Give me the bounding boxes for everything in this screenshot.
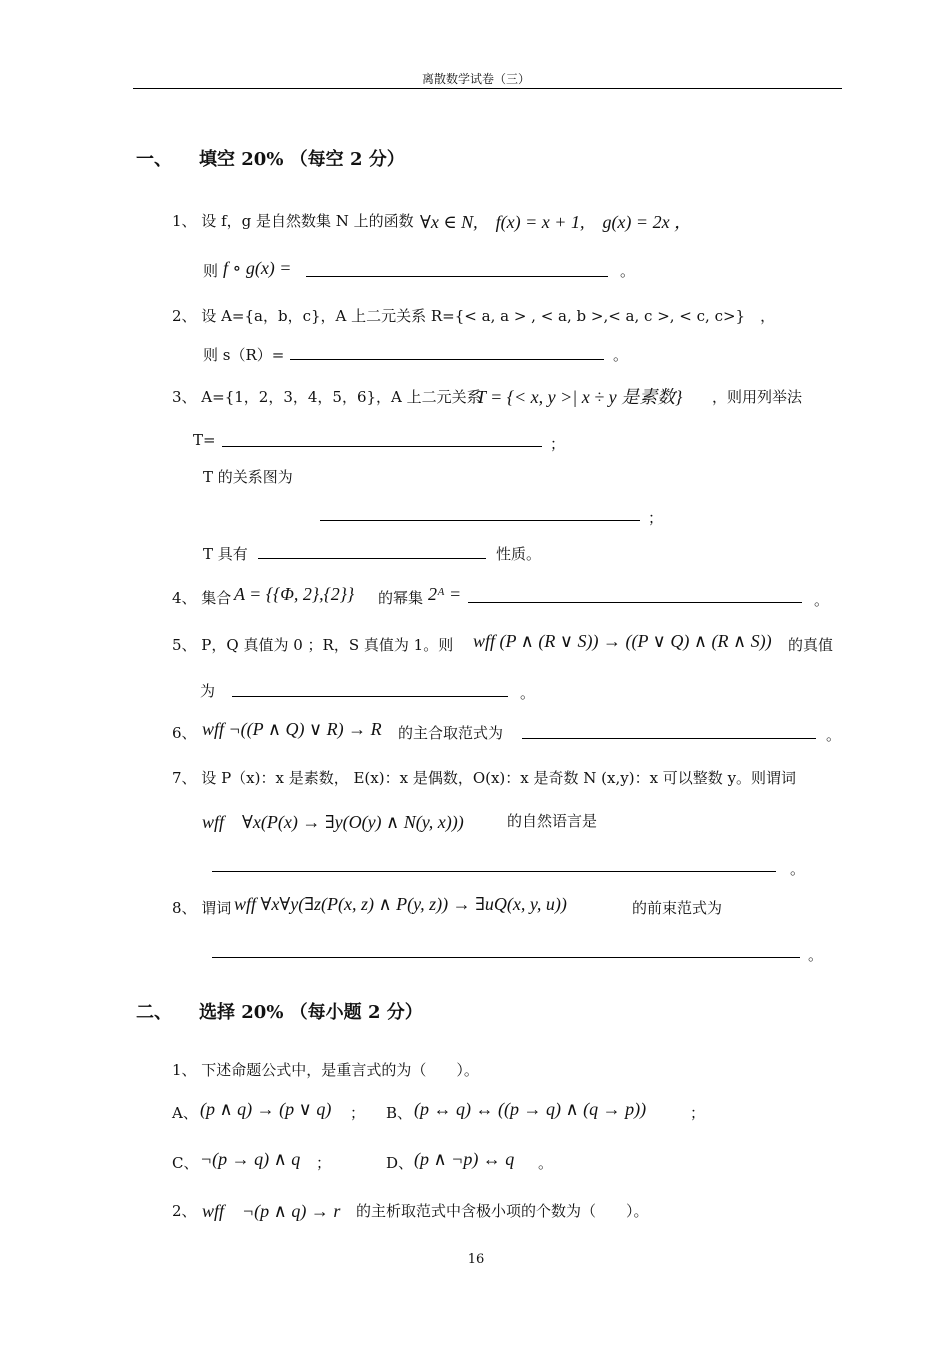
q7-stem-tail: 的自然语言是 <box>507 812 598 830</box>
q3-graph-blank <box>320 520 640 521</box>
q2-label: 则 s（R）= <box>203 346 285 364</box>
s2-q1-option-b-end: ； <box>690 1104 706 1122</box>
q3-prop-end: 性质。 <box>496 545 542 563</box>
s2-q1-option-d-end: 。 <box>538 1154 554 1172</box>
q1-composition: f ∘ g(x) = <box>223 258 292 278</box>
s2-q2-formula: wff ¬(p ∧ q) → r <box>202 1201 341 1221</box>
q5-label: 为 <box>200 682 216 700</box>
s2-q1-option-c-label: C、 <box>172 1154 199 1172</box>
q4-end: 。 <box>814 591 830 609</box>
s2-q1-stem: 1、 下述命题公式中，是重言式的为（ ）。 <box>172 1061 479 1079</box>
q3-t-blank <box>222 446 542 447</box>
q3-relation: T = {< x, y >| x ÷ y 是素数} <box>476 387 683 407</box>
q4-set: A = {{Φ, 2},{2}} <box>234 584 355 604</box>
s2-q1-option-b-label: B、 <box>386 1104 413 1122</box>
q7-formula: wff ∀x(P(x) → ∃y(O(y) ∧ N(y, x))) <box>202 812 464 832</box>
s2-q1-option-a: (p ∧ q) → (p ∨ q) <box>200 1099 332 1119</box>
s2-q1-option-d-label: D、 <box>386 1154 414 1172</box>
page-header-title: 离散数学试卷（三） <box>421 72 530 86</box>
q8-end: 。 <box>808 946 824 964</box>
q8-answer-blank <box>212 957 800 958</box>
s2-q2-stem-tail: 的主析取范式中含极小项的个数为（ ）。 <box>356 1202 649 1220</box>
q6-end: 。 <box>826 726 842 744</box>
page-number: 16 <box>467 1252 485 1267</box>
q4-answer-blank <box>468 602 802 603</box>
q4-powerset: 2ᴬ = <box>428 584 462 604</box>
q7-stem: 7、 设 P（x)：x 是素数， E(x)：x 是偶数，O(x)：x 是奇数 N (x,y)：x 可以整数 y。则谓词 <box>172 769 797 787</box>
q5-stem-tail: 的真值 <box>788 636 834 654</box>
q1-math: ∀x ∈ N, f(x) = x + 1, g(x) = 2x ， <box>420 212 693 232</box>
q8-stem: 8、 谓词 <box>172 899 232 917</box>
s2-q1-option-d: (p ∧ ¬p) ↔ q <box>414 1149 515 1169</box>
s2-q1-option-c-end: ； <box>316 1154 332 1172</box>
q2-end: 。 <box>613 346 629 364</box>
q6-stem-tail: 的主合取范式为 <box>398 724 504 742</box>
q7-answer-blank <box>212 871 776 872</box>
s2-q1-option-c: ¬(p → q) ∧ q <box>200 1149 301 1169</box>
q8-stem-tail: 的前束范式为 <box>632 899 723 917</box>
q5-end: 。 <box>520 684 536 702</box>
section-2-heading: 二、 选择 20% （每小题 2 分） <box>136 1002 423 1023</box>
q4-powerset-text: 的幂集 <box>378 589 424 607</box>
q3-t-end: ； <box>550 435 566 453</box>
q3-graph-label: T 的关系图为 <box>203 468 293 486</box>
q1-text: 1、 设 f，g 是自然数集 N 上的函数 <box>172 212 414 230</box>
s2-q1-option-a-label: A、 <box>172 1104 198 1122</box>
q3-stem-tail: ，则用列举法 <box>712 388 803 406</box>
q3-stem: 3、 A={1，2，3，4，5，6}，A 上二元关系 <box>172 388 482 406</box>
q1-then: 则 <box>203 262 219 280</box>
s2-q1-option-b: (p ↔ q) ↔ ((p → q) ∧ (q → p)) <box>414 1099 647 1119</box>
section-1-heading: 一、 填空 20% （每空 2 分） <box>136 149 405 170</box>
q1-end: 。 <box>620 262 636 280</box>
q3-prop-label: T 具有 <box>203 545 248 563</box>
q5-answer-blank <box>232 696 508 697</box>
q1-answer-blank <box>306 276 608 277</box>
q7-end: 。 <box>790 860 806 878</box>
s2-q2-num: 2、 <box>172 1202 197 1220</box>
q6-formula: wff ¬((P ∧ Q) ∨ R) → R <box>202 719 382 739</box>
q8-formula: wff ∀x∀y(∃z(P(x, z) ∧ P(y, z)) → ∃uQ(x, y, u)) <box>234 894 567 914</box>
q3-prop-blank <box>258 558 486 559</box>
q2-stem: 2、 设 A={a，b，c}，A 上二元关系 R={< a, a > , < a, b >,< a, c >, < c, c>} ， <box>172 307 776 325</box>
q5-formula: wff (P ∧ (R ∨ S)) → ((P ∨ Q) ∧ (R ∧ S)) <box>473 631 772 651</box>
q2-answer-blank <box>290 359 604 360</box>
q4-stem: 4、 集合 <box>172 589 232 607</box>
q5-stem: 5、 P，Q 真值为 0 ；R，S 真值为 1。则 <box>172 636 454 654</box>
q3-graph-end: ； <box>648 509 664 527</box>
header-rule <box>133 88 842 89</box>
q6-num: 6、 <box>172 724 197 742</box>
s2-q1-option-a-end: ； <box>350 1104 366 1122</box>
q6-answer-blank <box>522 738 816 739</box>
q3-t-label: T= <box>193 431 216 449</box>
